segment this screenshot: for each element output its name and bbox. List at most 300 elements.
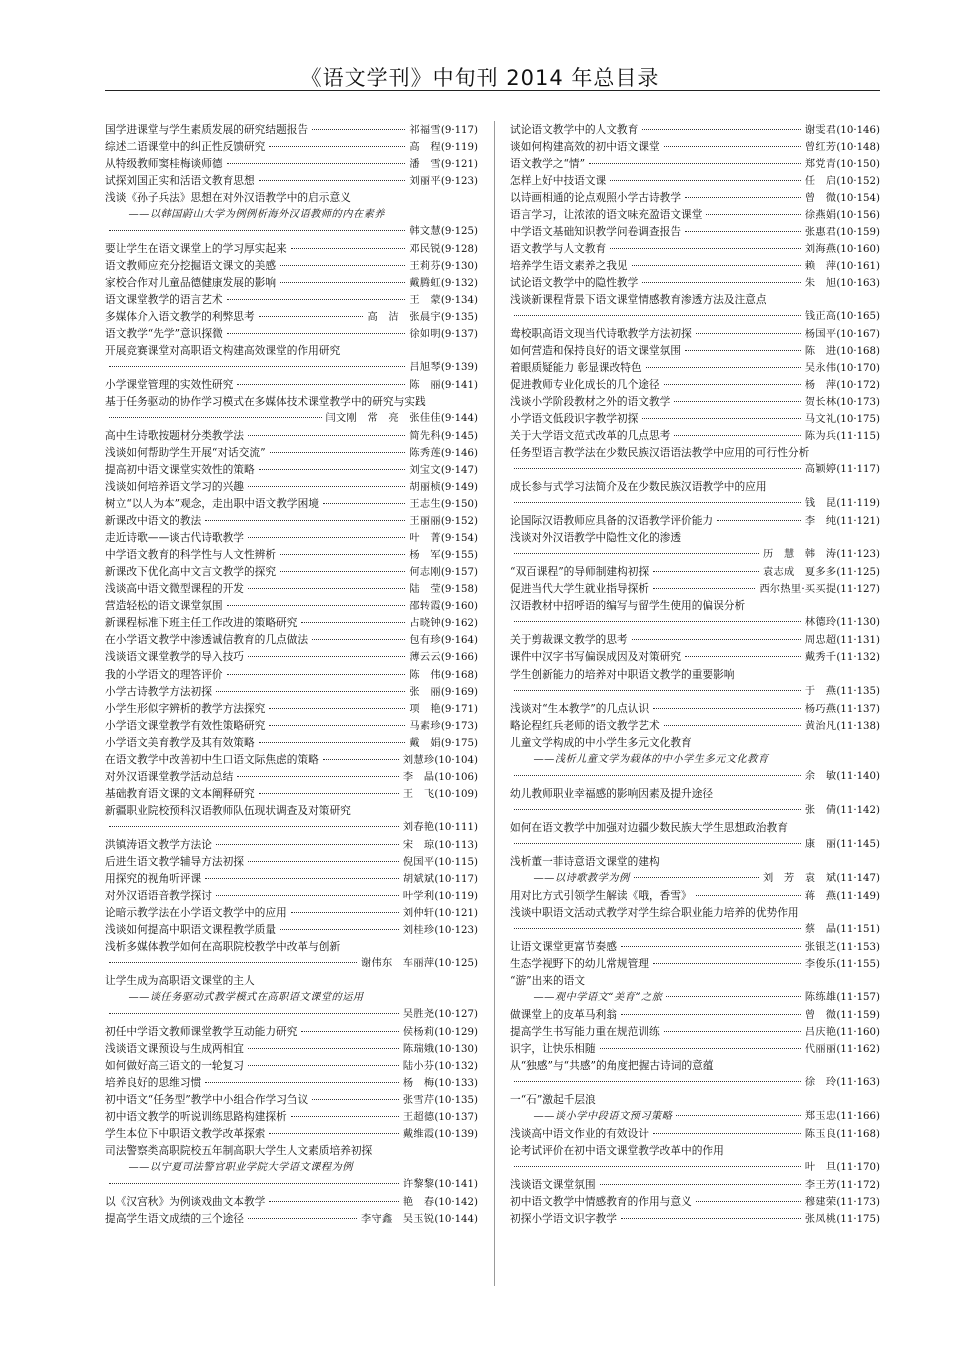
toc-entry[interactable] xyxy=(510,444,880,461)
toc-entry[interactable] xyxy=(105,461,478,478)
dot-leader xyxy=(227,163,406,164)
dot-leader xyxy=(269,725,405,726)
toc-entry[interactable] xyxy=(510,1057,880,1074)
entry-page: (11·127) xyxy=(836,584,880,596)
toc-entry[interactable] xyxy=(510,1108,880,1125)
toc-entry[interactable] xyxy=(105,785,478,802)
entry-page: (10·156) xyxy=(836,210,880,222)
entry-title: 洪镇涛语文教学方法论 xyxy=(105,837,212,851)
toc-entry[interactable] xyxy=(510,325,880,342)
toc-entry[interactable] xyxy=(510,614,880,631)
entry-page: (9·157) xyxy=(440,567,478,579)
toc-entry[interactable] xyxy=(510,921,880,938)
toc-entry[interactable] xyxy=(510,717,880,734)
toc-entry[interactable] xyxy=(510,1176,880,1193)
toc-entry[interactable] xyxy=(510,189,880,206)
toc-entry[interactable] xyxy=(105,751,478,768)
entry-page: (10·172) xyxy=(836,380,880,392)
toc-entry[interactable] xyxy=(510,1125,880,1142)
entry-title: 试探刘国正实和活语文教育思想 xyxy=(105,174,255,188)
toc-entry[interactable] xyxy=(105,376,478,393)
entry-page: (9·171) xyxy=(440,703,478,715)
toc-entry[interactable] xyxy=(510,580,880,597)
entry-subtitle: ——观中学语文“美育”之旅 xyxy=(533,991,663,1003)
dot-leader xyxy=(312,129,405,130)
toc-entry[interactable] xyxy=(105,240,478,257)
toc-entry[interactable] xyxy=(105,887,478,904)
toc-entry[interactable] xyxy=(510,1210,880,1227)
toc-entry[interactable] xyxy=(510,427,880,444)
toc-entry[interactable] xyxy=(510,206,880,223)
toc-entry[interactable] xyxy=(105,308,478,325)
toc-entry[interactable] xyxy=(510,1006,880,1023)
dot-leader xyxy=(653,571,759,572)
toc-entry[interactable] xyxy=(510,155,880,172)
entry-author: 张雪芹 xyxy=(402,1094,435,1106)
entry-page: (11·172) xyxy=(836,1179,880,1191)
toc-entry[interactable] xyxy=(510,1193,880,1210)
toc-entry[interactable] xyxy=(105,1108,478,1125)
toc-entry[interactable] xyxy=(105,172,478,189)
toc-entry[interactable] xyxy=(105,802,478,819)
dot-leader xyxy=(621,1014,801,1015)
entry-title: 浅谈新课程背景下语文课堂情感教育渗透方法及注意点 xyxy=(510,293,767,307)
toc-entry[interactable] xyxy=(105,359,478,376)
dot-leader xyxy=(205,1082,399,1083)
entry-title: 促进当代大学生就业指导探析 xyxy=(510,582,649,596)
entry-page: (9·119) xyxy=(440,142,478,154)
dot-leader xyxy=(634,877,759,878)
entry-title: 语文课堂教学的语言艺术 xyxy=(105,293,223,307)
entry-page: (9·147) xyxy=(440,465,478,477)
entry-page: (11·138) xyxy=(836,720,880,732)
entry-page: (11·140) xyxy=(836,770,880,782)
entry-author: 王莉芬 xyxy=(409,261,441,273)
entry-title: 多媒体介入语文教学的利弊思考 xyxy=(105,310,255,324)
toc-entry[interactable] xyxy=(510,512,880,529)
entry-page: (10·146) xyxy=(836,125,880,136)
toc-entry[interactable] xyxy=(105,291,478,308)
entry-title: 试论语文教学中的隐性教学 xyxy=(510,276,639,290)
toc-entry[interactable] xyxy=(510,308,880,325)
toc-entry[interactable] xyxy=(105,478,478,495)
toc-entry[interactable] xyxy=(105,955,478,972)
entry-page: (10·113) xyxy=(434,839,478,851)
dot-leader xyxy=(646,367,801,368)
dot-leader xyxy=(270,452,406,453)
entry-author: 张 倩 xyxy=(804,804,837,816)
entry-page: (11·153) xyxy=(836,941,880,953)
entry-page: (11·132) xyxy=(836,652,880,664)
toc-entry[interactable] xyxy=(510,121,880,138)
dot-leader xyxy=(514,690,801,691)
toc-entry[interactable] xyxy=(105,683,478,700)
toc-entry[interactable] xyxy=(105,631,478,648)
entry-page: (9·128) xyxy=(440,244,478,256)
toc-entry[interactable] xyxy=(510,819,880,836)
dot-leader xyxy=(280,929,399,930)
entry-title: 语言学习，让浓浓的语文味充盈语文课堂 xyxy=(510,208,703,222)
entry-page: (10·167) xyxy=(836,329,880,341)
dot-leader xyxy=(664,725,801,726)
toc-entry[interactable] xyxy=(105,410,478,427)
toc-entry[interactable] xyxy=(105,972,478,989)
toc-entry[interactable] xyxy=(105,546,478,563)
toc-entry[interactable] xyxy=(510,972,880,989)
entry-subtitle: ——谈任务驱动式教学模式在高职语文课堂的运用 xyxy=(128,991,364,1003)
dot-leader xyxy=(621,946,801,947)
entry-title: 浅谈语文课堂氛围 xyxy=(510,1177,596,1191)
entry-page: (10·109) xyxy=(434,788,478,800)
dot-leader xyxy=(589,163,801,164)
toc-entry[interactable] xyxy=(105,1040,478,1057)
entry-title: 要让学生在语文课堂上的学习厚实起来 xyxy=(105,242,287,256)
entry-title: 语文教学与人文教育 xyxy=(510,242,607,256)
entry-author: 薄云云 xyxy=(409,652,441,664)
entry-page: (9·121) xyxy=(440,159,478,171)
toc-entry[interactable] xyxy=(105,921,478,938)
toc-entry[interactable] xyxy=(105,597,478,614)
entry-author: 袁志成 夏多多 xyxy=(762,567,837,579)
dot-leader xyxy=(664,384,801,385)
entry-author: 包有珍 xyxy=(409,635,441,647)
entry-author: 陈 丽 xyxy=(409,380,441,392)
toc-entry[interactable] xyxy=(105,1210,478,1227)
toc-entry[interactable] xyxy=(105,836,478,853)
entry-page: (9·117) xyxy=(440,125,478,136)
entry-author: 叶学利 xyxy=(402,890,435,902)
dot-leader xyxy=(109,1013,399,1014)
dot-leader xyxy=(280,554,405,555)
toc-entry[interactable] xyxy=(105,614,478,631)
toc-entry[interactable] xyxy=(510,376,880,393)
entry-page: (10·170) xyxy=(836,363,880,375)
entry-author: 马文礼 xyxy=(804,414,837,426)
entry-title: 学生本位下中职语文教学改革探索 xyxy=(105,1126,266,1140)
entry-author: 侯杨莉 xyxy=(402,1026,435,1038)
entry-page: (11·157) xyxy=(836,991,880,1003)
toc-entry[interactable] xyxy=(105,274,478,291)
entry-author: 西尔热里·买买提 xyxy=(759,584,837,596)
entry-title: 对外汉语语音教学探讨 xyxy=(105,888,212,902)
entry-title: 任务型语言教学法在少数民族汉语语法教学中应用的可行性分析 xyxy=(510,446,810,460)
entry-author: 马素珍 xyxy=(409,720,441,732)
toc-entry[interactable] xyxy=(510,700,880,717)
entry-title: 新课改中语文的教法 xyxy=(105,514,202,528)
entry-title: 树立“以人为本”观念，走出职中语文教学困境 xyxy=(105,497,319,511)
entry-title: 从“独感”与“共感”的角度把握古诗词的意蕴 xyxy=(510,1058,714,1072)
toc-entry[interactable] xyxy=(105,495,478,512)
entry-author: 钱正高 xyxy=(804,311,837,323)
toc-entry[interactable] xyxy=(105,155,478,172)
entry-page: (10·119) xyxy=(434,890,478,902)
entry-page: (10·139) xyxy=(434,1128,478,1140)
toc-entry[interactable] xyxy=(105,121,478,138)
toc-entry[interactable] xyxy=(105,819,478,836)
entry-author: 张银芝 xyxy=(804,941,837,953)
entry-author: 徐如明 xyxy=(409,329,441,341)
toc-entry[interactable] xyxy=(105,512,478,529)
entry-title: 学生创新能力的培养对中职语文教学的重要影响 xyxy=(510,667,735,681)
toc-entry[interactable] xyxy=(510,751,880,768)
toc-entry[interactable] xyxy=(105,427,478,444)
entry-title: 谈如何构建高效的初中语文课堂 xyxy=(510,140,660,154)
entry-author: 何志刚 xyxy=(409,567,441,579)
entry-page: (10·142) xyxy=(434,1196,478,1208)
entry-title: 小学生形似字辨析的教学方法探究 xyxy=(105,701,266,715)
entry-title: 关于剪裁课文教学的思考 xyxy=(510,633,628,647)
toc-entry[interactable] xyxy=(105,734,478,751)
toc-entry[interactable] xyxy=(105,1142,478,1159)
entry-author: 许黎黎 xyxy=(402,1178,435,1190)
toc-entry[interactable] xyxy=(510,853,880,870)
toc-entry[interactable] xyxy=(105,1125,478,1142)
toc-entry[interactable] xyxy=(510,1091,880,1108)
entry-subtitle: ——以韩国蔚山大学为例例析海外汉语教师的内在素养 xyxy=(128,209,385,221)
entry-author: 邓民锐 xyxy=(409,244,441,256)
dot-leader xyxy=(514,928,801,929)
dot-leader xyxy=(248,861,399,862)
entry-title: 浅谈对外汉语教学中隐性文化的渗透 xyxy=(510,531,682,545)
entry-page: (10·175) xyxy=(836,414,880,426)
dot-leader xyxy=(259,316,364,317)
toc-entry[interactable] xyxy=(510,342,880,359)
toc-entry[interactable] xyxy=(510,410,880,427)
entry-author: 穆建荣 xyxy=(804,1196,837,1208)
toc-entry[interactable] xyxy=(510,631,880,648)
entry-author: 祁福雪 xyxy=(409,125,441,136)
toc-entry[interactable] xyxy=(105,989,478,1006)
entry-page: (10·168) xyxy=(836,346,880,358)
entry-author: 蔡 晶 xyxy=(804,923,837,935)
toc-entry[interactable] xyxy=(510,359,880,376)
entry-author: 陈 伟 xyxy=(409,669,441,681)
toc-entry[interactable] xyxy=(510,393,880,410)
toc-entry[interactable] xyxy=(510,1074,880,1091)
dot-leader xyxy=(109,230,405,231)
toc-entry[interactable] xyxy=(510,478,880,495)
toc-entry[interactable] xyxy=(510,274,880,291)
toc-entry[interactable] xyxy=(105,206,478,223)
entry-author: 邵转霞 xyxy=(409,601,441,613)
entry-title: 一“石”激起千层浪 xyxy=(510,1092,596,1106)
entry-page: (9·166) xyxy=(440,652,478,664)
toc-entry[interactable] xyxy=(510,904,880,921)
entry-title: 略论程红兵老师的语文教学艺术 xyxy=(510,718,660,732)
dot-leader xyxy=(248,435,405,436)
entry-author: 郑玉忠 xyxy=(804,1110,837,1122)
entry-title: 关于大学语文范式改革的几点思考 xyxy=(510,429,671,443)
dot-leader xyxy=(514,843,801,844)
entry-page: (9·162) xyxy=(440,618,478,630)
toc-entry[interactable] xyxy=(105,325,478,342)
entry-author: 戴 娟 xyxy=(409,737,441,749)
entry-page: (9·144) xyxy=(440,413,478,425)
entry-title: 浅谈语文课预设与生成两相宜 xyxy=(105,1041,244,1055)
entry-page: (10·133) xyxy=(434,1077,478,1089)
toc-entry[interactable] xyxy=(105,223,478,240)
entry-page: (10·132) xyxy=(434,1060,478,1072)
entry-author: 占晓钟 xyxy=(409,618,441,630)
dot-leader xyxy=(323,759,399,760)
toc-entry[interactable] xyxy=(510,495,880,512)
entry-title: 初探小学语文识字教学 xyxy=(510,1212,617,1225)
toc-entry[interactable] xyxy=(510,836,880,853)
dot-leader xyxy=(248,537,405,538)
toc-entry[interactable] xyxy=(510,666,880,683)
dot-leader xyxy=(685,656,801,657)
dot-leader xyxy=(227,605,406,606)
toc-entry[interactable] xyxy=(510,887,880,904)
dot-leader xyxy=(600,1048,801,1049)
toc-entry[interactable] xyxy=(105,870,478,887)
entry-page: (9·139) xyxy=(440,362,478,374)
entry-page: (9·150) xyxy=(440,499,478,511)
toc-entry[interactable] xyxy=(105,938,478,955)
toc-entry[interactable] xyxy=(510,955,880,972)
entry-title: 着眼质疑能力 彰显课改特色 xyxy=(510,361,642,375)
toc-entry[interactable] xyxy=(510,291,880,308)
toc-entry[interactable] xyxy=(510,223,880,240)
dot-leader xyxy=(259,180,406,181)
toc-entry[interactable] xyxy=(510,529,880,546)
toc-entry[interactable] xyxy=(105,529,478,546)
entry-page: (9·130) xyxy=(440,261,478,273)
entry-page: (9·175) xyxy=(440,737,478,749)
toc-entry[interactable] xyxy=(510,785,880,802)
dot-leader xyxy=(696,333,801,334)
entry-page: (9·164) xyxy=(440,635,478,647)
entry-page: (11·160) xyxy=(836,1026,880,1038)
toc-entry[interactable] xyxy=(510,1159,880,1176)
dot-leader xyxy=(109,366,405,367)
toc-entry[interactable] xyxy=(105,189,478,206)
toc-entry[interactable] xyxy=(510,648,880,665)
entry-title: 语文教师应充分挖掘语文课文的美感 xyxy=(105,259,277,273)
entry-author: 康 丽 xyxy=(804,838,837,850)
toc-entry[interactable] xyxy=(510,240,880,257)
entry-author: 陆小芬 xyxy=(402,1060,435,1072)
entry-author: 余 敏 xyxy=(804,770,837,782)
toc-entry[interactable] xyxy=(105,717,478,734)
toc-entry[interactable] xyxy=(510,734,880,751)
entry-author: 张 丽 xyxy=(409,686,441,698)
entry-author: 赖 萍 xyxy=(804,261,837,273)
entry-author: 代丽丽 xyxy=(804,1043,837,1055)
entry-page: (11·170) xyxy=(836,1161,880,1173)
entry-page: (11·162) xyxy=(836,1043,880,1055)
entry-title: 家校合作对儿童品德健康发展的影响 xyxy=(105,276,277,290)
entry-author: 杨 萍 xyxy=(804,380,837,392)
toc-entry[interactable] xyxy=(510,563,880,580)
entry-page: (10·129) xyxy=(434,1026,478,1038)
entry-author: 陈练雄 xyxy=(804,991,837,1003)
toc-entry[interactable] xyxy=(510,1040,880,1057)
entry-title: 汉语教材中招呼语的编写与留学生使用的偏误分析 xyxy=(510,599,746,613)
toc-entry[interactable] xyxy=(510,257,880,274)
toc-entry[interactable] xyxy=(510,1142,880,1159)
entry-page: (10·144) xyxy=(434,1214,478,1225)
dot-leader xyxy=(514,1081,801,1082)
dot-leader xyxy=(323,503,405,504)
toc-entry[interactable] xyxy=(510,546,880,563)
toc-entry[interactable] xyxy=(105,393,478,410)
toc-entry[interactable] xyxy=(510,768,880,785)
dot-leader xyxy=(248,486,405,487)
entry-page: (10·115) xyxy=(434,856,478,868)
toc-entry[interactable] xyxy=(510,989,880,1006)
toc-entry[interactable] xyxy=(105,563,478,580)
toc-entry[interactable] xyxy=(105,138,478,155)
toc-entry[interactable] xyxy=(105,666,478,683)
toc-entry[interactable] xyxy=(105,853,478,870)
toc-entry[interactable] xyxy=(105,257,478,274)
entry-page: (9·152) xyxy=(440,516,478,528)
toc-entry[interactable] xyxy=(105,1057,478,1074)
toc-entry[interactable] xyxy=(510,802,880,819)
entry-page: (10·127) xyxy=(434,1008,478,1020)
entry-author: 于 燕 xyxy=(804,685,837,697)
entry-title: 幼儿教师职业幸福感的影响因素及提升途径 xyxy=(510,786,714,800)
toc-entry[interactable] xyxy=(510,597,880,614)
entry-author: 任 启 xyxy=(804,176,837,188)
entry-author: 贺长林 xyxy=(804,397,837,409)
toc-entry[interactable] xyxy=(105,1074,478,1091)
entry-page: (10·111) xyxy=(434,821,478,833)
toc-entry[interactable] xyxy=(105,1193,478,1210)
entry-page: (10·135) xyxy=(434,1094,478,1106)
entry-author: 高 程 xyxy=(409,142,441,154)
toc-entry[interactable] xyxy=(510,138,880,155)
entry-title: 用对比方式引领学生解读《哦，香雪》 xyxy=(510,888,692,902)
toc-entry[interactable] xyxy=(105,342,478,359)
toc-entry[interactable] xyxy=(105,580,478,597)
toc-entry[interactable] xyxy=(510,1023,880,1040)
entry-page: (11·145) xyxy=(836,838,880,850)
toc-entry[interactable] xyxy=(105,444,478,461)
toc-entry[interactable] xyxy=(105,768,478,785)
toc-entry[interactable] xyxy=(105,1176,478,1193)
entry-page: (10·123) xyxy=(434,924,478,936)
entry-author: 刘宝文 xyxy=(409,465,441,477)
toc-entry[interactable] xyxy=(510,938,880,955)
entry-title: 让语文课堂更富节奏感 xyxy=(510,939,617,953)
entry-author: 叶 菁 xyxy=(409,533,441,545)
toc-entry[interactable] xyxy=(105,1023,478,1040)
entry-title: 小学语文低段识字教学初探 xyxy=(510,412,639,426)
entry-title: 浅谈高中语文微型课程的开发 xyxy=(105,582,244,596)
toc-entry[interactable] xyxy=(510,870,880,887)
entry-author: 王超德 xyxy=(402,1111,435,1123)
toc-entry[interactable] xyxy=(510,172,880,189)
toc-entry[interactable] xyxy=(105,1091,478,1108)
entry-title: 浅谈如何帮助学生开展“对话交流” xyxy=(105,446,266,460)
dot-leader xyxy=(632,265,801,266)
entry-title: 浅谈小学阶段教材之外的语文教学 xyxy=(510,395,671,409)
dot-leader xyxy=(514,468,801,469)
entry-author: 吴永伟 xyxy=(804,363,837,375)
entry-author: 杨 梅 xyxy=(402,1077,435,1089)
toc-entry[interactable] xyxy=(105,904,478,921)
toc-entry[interactable] xyxy=(510,683,880,700)
entry-author: 戴秀千 xyxy=(804,652,837,664)
toc-entry[interactable] xyxy=(105,1159,478,1176)
toc-entry[interactable] xyxy=(105,700,478,717)
toc-entry[interactable] xyxy=(105,1006,478,1023)
toc-entry[interactable] xyxy=(105,648,478,665)
entry-title: 基于任务驱动的协作学习模式在多媒体技术课堂教学中的研究与实践 xyxy=(105,395,426,409)
toc-entry[interactable] xyxy=(510,461,880,478)
